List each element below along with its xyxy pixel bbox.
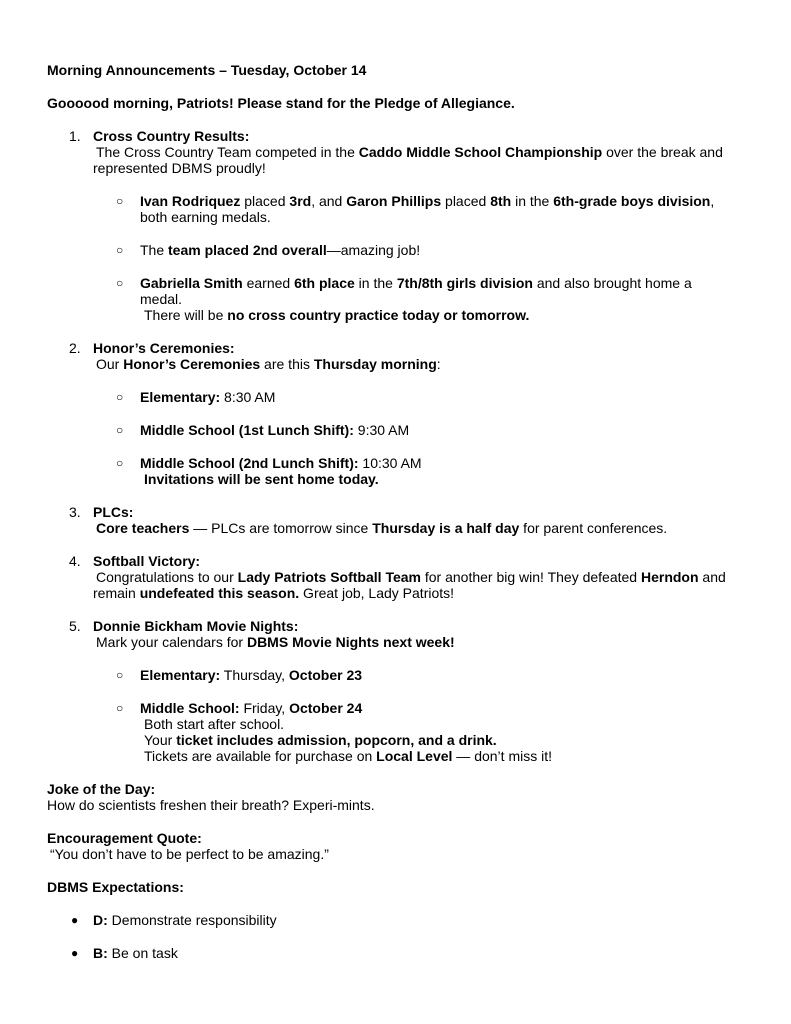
hollow-circle-icon: ○: [116, 243, 124, 257]
sub-item-ms-second-lunch: ○ Middle School (2nd Lunch Shift): 10:30 AM Invitations will be sent home today.: [116, 455, 422, 487]
item-heading: Honor’s Ceremonies:: [93, 340, 235, 356]
sub-item-team-overall: ○ The team placed 2nd overall—amazing job!: [116, 242, 421, 258]
item-heading: Donnie Bickham Movie Nights:: [93, 618, 299, 634]
item-intro: Core teachers — PLCs are tomorrow since Thursday is a half day for parent conferences.: [96, 520, 668, 536]
expectations-heading: DBMS Expectations:: [47, 879, 184, 895]
hollow-circle-icon: ○: [116, 668, 124, 682]
announcement-item-softball: [47, 553, 747, 601]
hollow-circle-icon: ○: [116, 701, 124, 715]
announcement-item-plcs: [47, 504, 747, 536]
quote-text: “You don’t have to be perfect to be amazing.”: [50, 846, 329, 862]
announcement-item-honors: [47, 340, 747, 372]
item-intro: Congratulations to our Lady Patriots Softball Team for another big win! They defeated Herndon and: [96, 569, 726, 585]
announcement-item-movie-nights: [47, 618, 747, 650]
hollow-circle-icon: ○: [116, 276, 124, 290]
item-intro-line2: represented DBMS proudly!: [93, 160, 266, 176]
joke-heading: Joke of the Day:: [47, 781, 156, 797]
joke-text: How do scientists freshen their breath? Experi-mints.: [47, 797, 375, 813]
filled-circle-icon: ●: [71, 913, 79, 927]
announcement-document: [47, 62, 747, 961]
hollow-circle-icon: ○: [116, 194, 124, 208]
joke-section: [47, 781, 747, 813]
sub-item-boys-division: ○ Ivan Rodriquez placed 3rd, and Garon Phillips placed 8th in the 6th-grade boys division, both earning medals.: [116, 193, 715, 225]
hollow-circle-icon: ○: [116, 423, 124, 437]
item-intro: The Cross Country Team competed in the Caddo Middle School Championship over the break and: [96, 144, 723, 160]
expectation-item: ● B: Be on task: [71, 945, 178, 961]
sub-item-movie-middle-school: ○ Middle School: Friday, October 24 Both start after school. Your ticket includes admission, popcorn, and a drink. Tickets are available for purchase on Local Level — don’t miss it!: [116, 700, 553, 764]
document-title: Morning Announcements – Tuesday, October 14: [47, 62, 367, 78]
quote-heading: Encouragement Quote:: [47, 830, 202, 846]
item-heading: Cross Country Results:: [93, 128, 250, 144]
item-number: 3.: [69, 504, 81, 520]
hollow-circle-icon: ○: [116, 456, 124, 470]
quote-section: [47, 830, 747, 862]
item-number: 4.: [69, 553, 81, 569]
item-number: 2.: [69, 340, 81, 356]
expectation-item: ● D: Demonstrate responsibility: [71, 912, 277, 928]
sub-item-movie-elementary: ○ Elementary: Thursday, October 23: [116, 667, 363, 683]
item-intro-line2: remain undefeated this season. Great job, Lady Patriots!: [93, 585, 455, 601]
item-intro: Mark your calendars for DBMS Movie Nights next week!: [96, 634, 455, 650]
item-intro: Our Honor’s Ceremonies are this Thursday morning:: [96, 356, 441, 372]
item-number: 5.: [69, 618, 81, 634]
hollow-circle-icon: ○: [116, 390, 124, 404]
greeting: Goooood morning, Patriots! Please stand for the Pledge of Allegiance.: [47, 95, 515, 111]
announcement-item-cross-country: [47, 128, 747, 176]
sub-item-girls-division: ○ Gabriella Smith earned 6th place in the 7th/8th girls division and also brought home a medal. There will be no cross country practice today or tomorrow.: [116, 275, 692, 323]
item-number: 1.: [69, 128, 81, 144]
filled-circle-icon: ●: [71, 946, 79, 960]
sub-item-ms-first-lunch: ○ Middle School (1st Lunch Shift): 9:30 AM: [116, 422, 410, 438]
item-heading: Softball Victory:: [93, 553, 201, 569]
item-heading: PLCs:: [93, 504, 134, 520]
sub-item-elementary-time: ○ Elementary: 8:30 AM: [116, 389, 276, 405]
